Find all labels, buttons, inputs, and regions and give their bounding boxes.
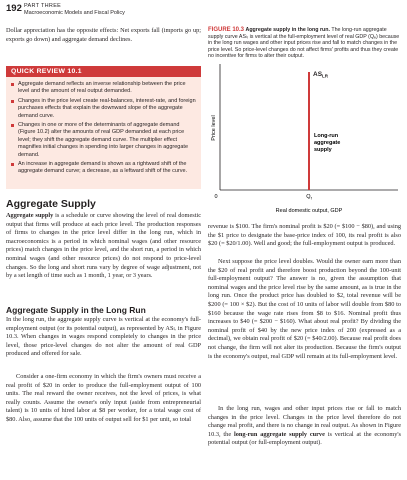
right-paragraph-3: In the long run, wages and other input prices rise or fall to match changes in the price level. Changes in the price level therefore do not change real profit, and there is no change in real output. As shown in Figure 10.3, the long-run aggregate supply curve is vertical at the economy's potential output (or full-employment output). (208, 405, 402, 447)
part-subtitle: Macroeconomic Models and Fiscal Policy (24, 10, 125, 16)
part-label: PART THREE (24, 3, 62, 9)
y-axis-label: Price level (211, 115, 217, 141)
aslr-series-label: $AS_{LR}$ (313, 71, 329, 79)
list-item: An increase in aggregate demand is shown as a rightward shift of the aggregate demand curve; a decrease, as a leftward shift of the curve. (11, 161, 197, 176)
square-bullet-icon (11, 100, 14, 103)
figure-title: Aggregate supply in the long run. (245, 27, 330, 33)
subsection-heading-long-run: Aggregate Supply in the Long Run (6, 305, 146, 315)
list-item: Changes in the price level create real-balances, interest-rate, and foreign purchases effects that explain the downward slope of the aggregate demand curve. (11, 98, 197, 120)
quick-review-box (6, 66, 201, 189)
quick-review-list (11, 81, 197, 178)
x-tick-label-qf: $Q_f$ (306, 194, 312, 201)
long-run-paragraph-1: In the long run, the aggregate supply curve is vertical at the economy's full-employment output (or its potential output), as represented by ASₗᵣ in Figure 10.3. When changes in wages respond completely to changes in the price level, those price-level changes do not alter the amount of real GDP produced and offered for sale. (6, 316, 201, 358)
list-item: Aggregate demand reflects an inverse relationship between the price level and the amount of real output demanded. (11, 81, 197, 96)
list-item: Changes in one or more of the determinants of aggregate demand (Figure 10.2) alter the amounts of real GDP demanded at each price level; they shift the aggregate demand curve. The multiplier effect magnifies initial changes in spending into larger changes in aggregate demand. (11, 122, 197, 159)
x-axis-label: Real domestic output, GDP (275, 208, 343, 214)
square-bullet-icon (11, 163, 14, 166)
figure-label: FIGURE 10.3 (208, 27, 245, 33)
key-term: long-run aggregate supply curve (233, 430, 325, 438)
aggregate-supply-paragraph: Aggregate supply is a schedule or curve showing the level of real domestic output that firms will produce at each price level. The production responses of firms to changes in the price level differ in the long run, which in macroeconomics is a period in which nominal wages (and other resource prices) match changes in the price level, and the short run, a period in which nominal wages (and other resource prices) do not respond to price-level changes. So the long and short runs vary by degree of wage adjustment, not by a set length of time such as 1 month, 1 year, or 3 years. (6, 212, 201, 280)
aslr-annotation-line-2: aggregate (314, 139, 341, 146)
page-header (6, 3, 401, 19)
right-paragraph-2: Next suppose the price level doubles. Would the owner earn more than the $20 of real profit and therefore boost production beyond the 100-unit full-employment output? The answer is no, given the assumption that nominal wages and the price level rise by the same amount, as is true in the long run. Once the product price has doubled to $2, total revenue will be $200 (= 100 × $2). But the cost of 10 units of labor will double from $80 to $160 because the wage rate rises from $8 to $16. Nominal profit thus increases to $40 (= $200 − $160). What about real profit? By dividing the nominal profit of $40 by the new price index of 200 (expressed as a decimal), we obtain real profit of $20 (= $40/2.00). Because real profit does not change, the firm will not alter its production. Because the firm's output is the economy's output, real GDP will remain at its full-employment level. (208, 258, 401, 360)
long-run-aggregate-supply-chart (208, 62, 401, 222)
square-bullet-icon (11, 83, 14, 86)
aslr-annotation-line-3: supply (314, 146, 332, 153)
quick-review-title: QUICK REVIEW 10.1 (6, 66, 201, 77)
aslr-annotation-line-1: Long-run (314, 132, 339, 139)
figure-caption (208, 27, 401, 60)
origin-label: 0 (214, 194, 218, 200)
figure-caption-text: The long-run aggregate supply curve ASₗᵣ is vertical at the full-employment level of real GDP (Qₑ) because in the long run wages and other input prices rise and fall to match changes in the price level. So price-level changes do not affect firms' profits and thus they create no incentive for firms to alter their output. (208, 27, 400, 60)
right-paragraph-1: revenue is $100. The firm's nominal profit is $20 (= $100 − $80), and using the $1 price to designate the base-price index of 100, its real profit is also $20 (= $20/1.00). Well and good; the full-employment output is produced. (208, 223, 401, 248)
square-bullet-icon (11, 124, 14, 127)
intro-paragraph: Dollar appreciation has the opposite effects: Net exports fall (imports go up; exports go down) and aggregate demand declines. (6, 27, 201, 43)
page-number: 192 (6, 3, 22, 14)
long-run-paragraph-2: Consider a one-firm economy in which the firm's owners must receive a real profit of $20 in order to produce the full-employment output of 100 units. The real reward the owner receives, not the level of prices, is what really counts. Assume the owner's only input (aside from entrepreneurial talent) is 10 units of hired labor at $8 per worker, for a total wage cost of $80. Also, assume that the 100 units of output sell for $1 per unit, so total (6, 373, 201, 423)
key-term: Aggregate supply (6, 212, 54, 219)
section-heading-aggregate-supply: Aggregate Supply (6, 198, 96, 210)
